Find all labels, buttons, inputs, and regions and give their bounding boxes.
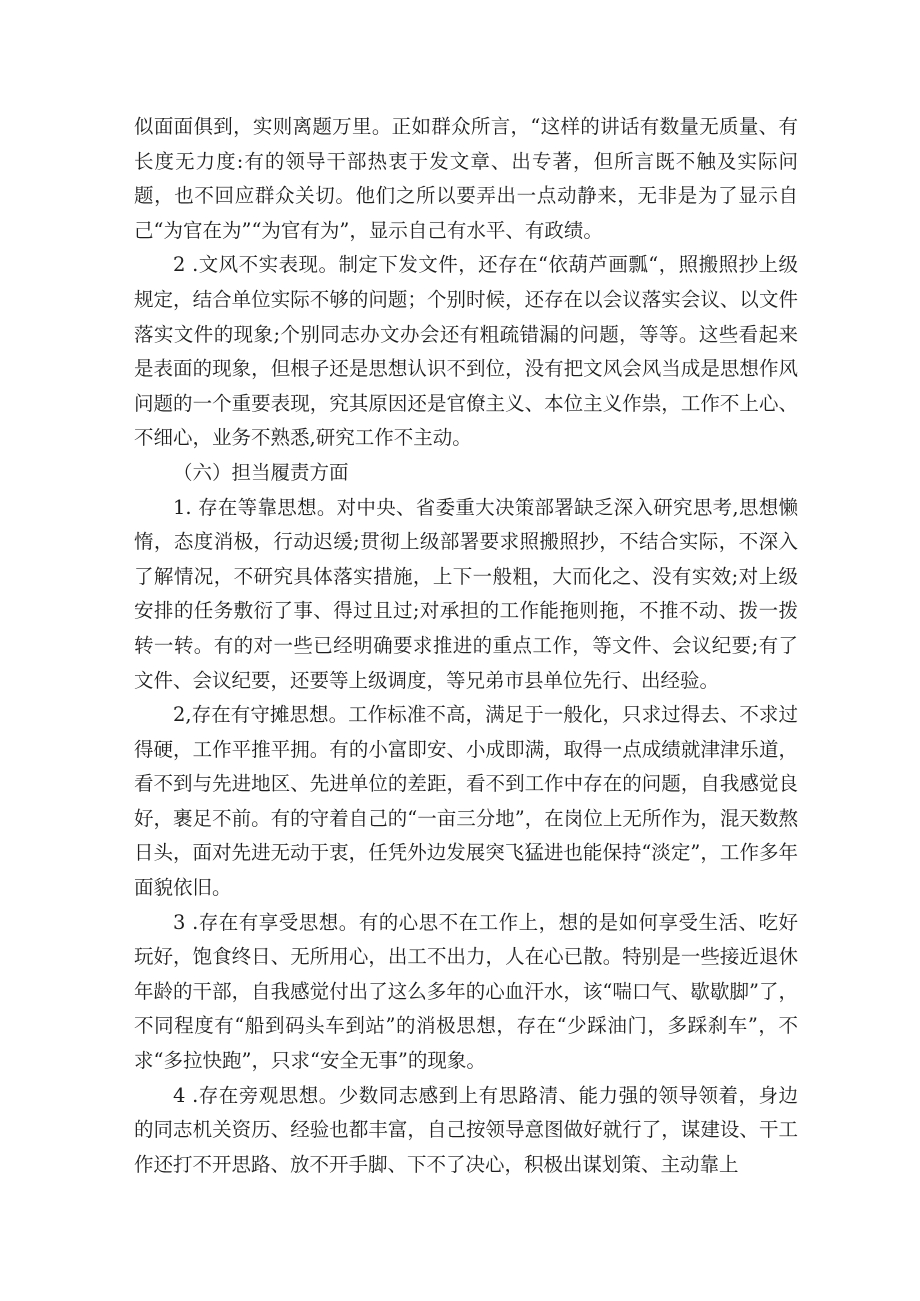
paragraph-enjoyment-mindset: 3 .存在有享受思想。有的心思不在工作上，想的是如何享受生活、吃好玩好，饱食终日、无所用心，出工不出力，人在心已散。特别是一些接近退休年龄的干部，自我感觉付出了这么多年的心血汗水，该“喘口气、歇歇脚”了，不同程度有“船到码头车到站”的消极思想，存在“少踩油门，多踩刹车”，不求“多拉快跑”，只求“安全无事”的现象。 xyxy=(134,910,798,1073)
paragraph-continuation: 似面面俱到，实则离题万里。正如群众所言，“这样的讲话有数量无质量、有长度无力度:有的领导干部热衷于发文章、出专著，但所言既不触及实际问题，也不回应群众关切。他们之所以要弄出一点动静来，无非是为了显示自己“为官在为”“为官有为”，显示自己有水平、有政绩。 xyxy=(134,115,798,242)
paragraph-complacency-mindset: 2,存在有守摊思想。工作标准不高，满足于一般化，只求过得去、不求过得硬，工作平推平拥。有的小富即安、小成即满，取得一点成绩就津津乐道，看不到与先进地区、先进单位的差距，看不到工作中存在的问题，自我感觉良好，裹足不前。有的守着自己的“一亩三分地”，在岗位上无所作为，混天数熬日头，面对先进无动于衷，任凭外边发展突飞猛进也能保持“淡定”，工作多年面貌依旧。 xyxy=(134,703,798,900)
paragraph-waiting-mindset: 1. 存在等靠思想。对中央、省委重大决策部署缺乏深入研究思考,思想懒惰，态度消极，行动迟缓;贯彻上级部署要求照搬照抄，不结合实际，不深入了解情况，不研究具体落实措施，上下一般粗，大而化之、没有实效;对上级安排的任务敷衍了事、得过且过;对承担的工作能拖则拖，不推不动、拨一拨转一转。有的对一些已经明确要求推进的重点工作，等文件、会议纪要;有了文件、会议纪要，还要等上级调度，等兄弟市县单位先行、出经验。 xyxy=(134,495,798,692)
paragraph-bystander-mindset: 4 .存在旁观思想。少数同志感到上有思路清、能力强的领导领着，身边的同志机关资历、经验也都丰富，自己按领导意图做好就行了，谋建设、干工作还打不开思路、放不开手脚、下不了决心，积极出谋划策、主动靠上 xyxy=(134,1083,798,1176)
section-heading-responsibility: （六）担当履责方面 xyxy=(173,460,349,484)
document-body xyxy=(134,110,798,1182)
paragraph-writing-style: 2 .文风不实表现。制定下发文件，还存在“依葫芦画瓢“，照搬照抄上级规定，结合单位实际不够的问题；个别时候，还存在以会议落实会议、以文件落实文件的现象;个别同志办文办会还有粗疏错漏的问题，等等。这些看起来是表面的现象，但根子还是思想认识不到位，没有把文风会风当成是思想作风问题的一个重要表现，究其原因还是官僚主义、本位主义作祟，工作不上心、不细心，业务不熟悉,研究工作不主动。 xyxy=(134,253,798,450)
